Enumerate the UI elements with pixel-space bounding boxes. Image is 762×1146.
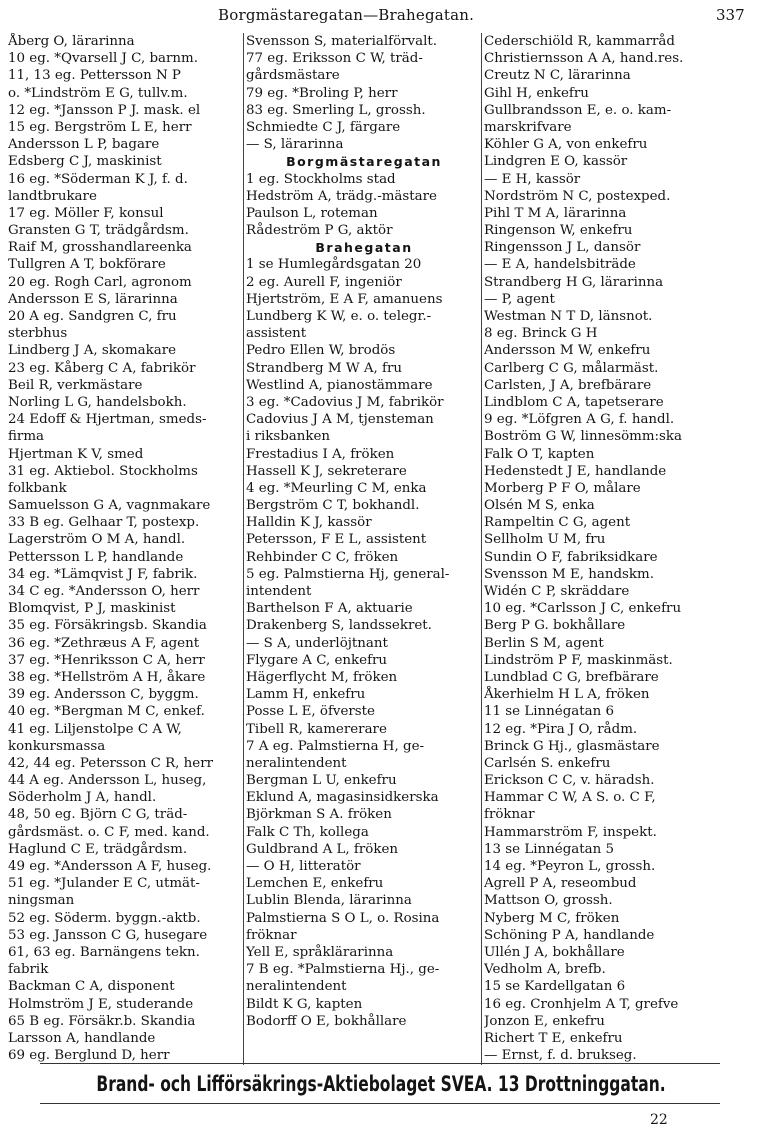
directory-entry: Bergström C T, bokhandl.	[246, 498, 420, 514]
page-header	[0, 6, 762, 30]
directory-entry: Falk C Th, kollega	[246, 824, 369, 840]
directory-entry: Schmiedte C J, färgare	[246, 119, 401, 135]
directory-entry: Widén C P, skräddare	[484, 584, 630, 599]
directory-entry: Åkerhielm H L A, fröken	[484, 687, 650, 703]
directory-entry: Hjertström, E A F, amanuens	[246, 291, 443, 307]
directory-entry: 15 se Kardellgatan 6	[484, 979, 626, 995]
directory-entry: Eklund A, magasinsidkerska	[246, 790, 439, 806]
directory-entry: 3 eg. *Cadovius J M, fabrikör	[246, 394, 444, 410]
directory-entry: Hedenstedt J E, handlande	[484, 463, 667, 479]
directory-entry: Lundblad C G, brefbärare	[484, 669, 659, 685]
directory-entry: Barthelson F A, aktuarie	[246, 601, 413, 617]
directory-entry: landtbrukare	[8, 188, 97, 204]
directory-entry: Schöning P A, handlande	[484, 927, 655, 943]
directory-entry: 34 eg. *Lämqvist J F, fabrik.	[8, 566, 198, 582]
directory-entry: Lagerström O M A, handl.	[8, 532, 186, 548]
directory-entry: Sundin O F, fabriksidkare	[484, 549, 658, 565]
directory-entry: Strandberg H G, lärarinna	[484, 274, 664, 290]
directory-entry: Lemchen E, enkefru	[246, 876, 384, 892]
directory-entry: Gullbrandsson E, e. o. kam-	[484, 102, 672, 118]
directory-entry: neralintendent	[246, 979, 347, 995]
directory-entry: 38 eg. *Hellström A H, åkare	[8, 669, 206, 685]
directory-entry: intendent	[246, 584, 312, 599]
directory-entry: Tullgren A T, bokförare	[8, 257, 166, 273]
directory-entry: Edsberg C J, maskinist	[8, 154, 162, 170]
directory-entry: marskrifvare	[484, 119, 572, 135]
directory-entry: Strandberg M W A, fru	[246, 360, 403, 376]
directory-entry: Olsén M S, enka	[484, 498, 595, 514]
directory-entry: 42, 44 eg. Petersson C R, herr	[8, 755, 214, 771]
directory-entry: 16 eg. *Söderman K J, f. d.	[8, 171, 188, 187]
directory-entry: 10 eg. *Carlsson J C, enkefru	[484, 601, 682, 617]
directory-entry: 69 eg. Berglund D, herr	[8, 1048, 170, 1064]
directory-entry: 35 eg. Försäkringsb. Skandia	[8, 618, 207, 634]
directory-entry: Flygare A C, enkefru	[246, 652, 388, 668]
directory-entry: — E A, handelsbiträde	[484, 257, 636, 273]
street-heading: Borgmästaregatan	[286, 154, 442, 170]
directory-entry: 31 eg. Aktiebol. Stockholms	[8, 463, 198, 479]
directory-entry: folkbank	[8, 480, 67, 496]
directory-entry: Lindblom C A, tapetserare	[484, 394, 664, 410]
directory-entry: Boström G W, linnesömm:ska	[484, 429, 683, 445]
directory-entry: Andersson L P, bagare	[8, 137, 160, 153]
directory-entry: sterbhus	[8, 326, 68, 342]
directory-entry: Lundberg K W, e. o. telegr.-	[246, 309, 432, 324]
directory-entry: 7 A eg. Palmstierna H, ge-	[246, 738, 425, 754]
directory-entry: Raif M, grosshandlareenka	[8, 240, 192, 256]
directory-entry: 9 eg. *Löfgren A G, f. handl.	[484, 412, 675, 428]
directory-entry: fröknar	[484, 807, 535, 823]
directory-entry: Lindström P F, maskinmäst.	[484, 652, 673, 668]
directory-entry: Petersson, F E L, assistent	[246, 532, 427, 548]
directory-entry: Andersson E S, lärarinna	[8, 291, 178, 307]
directory-entry: Westlind A, pianostämmare	[246, 377, 433, 393]
page-number: 337	[716, 6, 745, 24]
directory-entry: 13 se Linnégatan 5	[484, 841, 615, 857]
directory-entry: Carlsén S. enkefru	[484, 755, 611, 771]
directory-entry: 15 eg. Bergström L E, herr	[8, 119, 192, 135]
directory-entry: — S, lärarinna	[246, 137, 344, 153]
directory-entry: 23 eg. Kåberg C A, fabrikör	[8, 360, 196, 376]
directory-entry: Hjertman K V, smed	[8, 446, 144, 462]
directory-entry: konkursmassa	[8, 738, 106, 754]
directory-entry: 51 eg. *Julander E C, utmät-	[8, 876, 200, 892]
directory-entry: 5 eg. Palmstierna Hj, general-	[246, 566, 450, 582]
directory-entry: 12 eg. *Pira J O, rådm.	[484, 721, 638, 737]
directory-entry: Rådeström P G, aktör	[246, 223, 393, 239]
directory-entry: i riksbanken	[246, 429, 331, 445]
advertisement-banner: Brand- och Lifförsäkrings-Aktiebolaget SVEA. 13 Drottninggatan.	[96, 1072, 666, 1096]
directory-entry: Bergman L U, enkefru	[246, 773, 397, 789]
directory-entry: gårdsmästare	[246, 68, 340, 84]
directory-entry: Åberg O, lärarinna	[8, 34, 135, 49]
directory-entry: 40 eg. *Bergman M C, enkef.	[8, 704, 205, 720]
directory-entry: Jonzon E, enkefru	[484, 1013, 605, 1029]
directory-entry: 11 se Linnégatan 6	[484, 704, 615, 720]
directory-entry: Vedholm A, brefb.	[484, 962, 606, 978]
directory-entry: Frestadius I A, fröken	[246, 446, 395, 462]
directory-entry: Richert T E, enkefru	[484, 1030, 623, 1046]
directory-entry: Brinck G Hj., glasmästare	[484, 738, 660, 754]
directory-entry: Drakenberg S, landssekret.	[246, 618, 432, 634]
directory-entry: Samuelsson G A, vagnmakare	[8, 498, 211, 514]
directory-entry: Halldin K J, kassör	[246, 515, 372, 531]
directory-entry: Svensson M E, handskm.	[484, 566, 654, 582]
directory-entry: Berg P G. bokhållare	[484, 618, 626, 634]
directory-entry: neralintendent	[246, 755, 347, 771]
directory-entry: Westman N T D, länsnot.	[484, 309, 653, 324]
directory-entry: 1 eg. Stockholms stad	[246, 171, 396, 187]
directory-entry: Norling L G, handelsbokh.	[8, 394, 187, 410]
directory-entry: 44 A eg. Andersson L, huseg,	[8, 773, 207, 789]
directory-entry: Björkman S A. fröken	[246, 807, 392, 823]
directory-entry: gårdsmäst. o. C F, med. kand.	[8, 824, 210, 840]
directory-entry: 37 eg. *Henriksson C A, herr	[8, 652, 205, 668]
directory-entry: Berlin S M, agent	[484, 635, 604, 651]
directory-entry: 8 eg. Brinck G H	[484, 326, 598, 342]
directory-entry: 14 eg. *Peyron L, grossh.	[484, 859, 656, 874]
directory-entry: Paulson L, roteman	[246, 205, 378, 221]
directory-entry: 33 B eg. Gelhaar T, postexp.	[8, 515, 200, 531]
directory-entry: Haglund C E, trädgårdsm.	[8, 841, 188, 857]
directory-entry: Ullén J A, bokhållare	[484, 944, 625, 960]
directory-entry: Cederschiöld R, kammarråd	[484, 34, 675, 49]
directory-entry: Hassell K J, sekreterare	[246, 463, 407, 479]
directory-entry: 16 eg. Cronhjelm A T, grefve	[484, 996, 679, 1012]
directory-entry: 11, 13 eg. Pettersson N P	[8, 68, 181, 84]
directory-entry: Beil R, verkmästare	[8, 377, 143, 393]
directory-entry: Hammar C W, A S. o. C F,	[484, 790, 656, 806]
directory-entry: Carlberg C G, målarmäst.	[484, 360, 659, 376]
directory-entry: fabrik	[8, 962, 49, 978]
directory-entry: Hammarström F, inspekt.	[484, 824, 657, 840]
directory-entry: 1 se Humlegårdsgatan 20	[246, 257, 422, 273]
directory-entry: Hägerflycht M, fröken	[246, 669, 398, 685]
directory-entry: Pedro Ellen W, brodös	[246, 343, 396, 359]
directory-entry: Söderholm J A, handl.	[8, 790, 157, 806]
directory-entry: 20 A eg. Sandgren C, fru	[8, 309, 177, 324]
directory-entry: 83 eg. Smerling L, grossh.	[246, 102, 426, 118]
directory-entry: Ringensson J L, dansör	[484, 240, 641, 256]
directory-entry: Sellholm U M, fru	[484, 532, 606, 548]
directory-entry: 17 eg. Möller F, konsul	[8, 205, 164, 221]
signature-mark: 22	[650, 1112, 668, 1128]
running-title: Borgmästaregatan—Brahegatan.	[218, 6, 475, 24]
directory-entry: 52 eg. Söderm. byggn.-aktb.	[8, 910, 201, 926]
directory-entry: 34 C eg. *Andersson O, herr	[8, 584, 200, 599]
directory-entry: Lamm H, enkefru	[246, 687, 366, 703]
directory-entry: Holmström J E, studerande	[8, 996, 194, 1012]
directory-entry: Pettersson L P, handlande	[8, 549, 184, 565]
directory-entry: Gransten G T, trädgårdsm.	[8, 223, 189, 239]
directory-entry: fröknar	[246, 927, 297, 943]
directory-entry: 4 eg. *Meurling C M, enka	[246, 480, 427, 496]
directory-entry: Nyberg M C, fröken	[484, 910, 620, 926]
directory-entry: firma	[8, 429, 45, 445]
directory-entry: Svensson S, materialförvalt.	[246, 34, 438, 49]
directory-entry: Yell E, språklärarinna	[246, 944, 394, 960]
directory-entry: Bodorff O E, bokhållare	[246, 1013, 407, 1029]
directory-entry: ningsman	[8, 893, 75, 909]
directory-entry: Lublin Blenda, lärarinna	[246, 893, 412, 909]
directory-entry: 20 eg. Rogh Carl, agronom	[8, 274, 192, 290]
directory-entry: Falk O T, kapten	[484, 446, 595, 462]
directory-entry: 49 eg. *Andersson A F, huseg.	[8, 859, 212, 874]
street-heading: Brahegatan	[315, 240, 413, 256]
directory-entry: assistent	[246, 326, 307, 342]
directory-entry: Backman C A, disponent	[8, 979, 175, 995]
directory-entry: — E H, kassör	[484, 171, 581, 187]
directory-entry: Palmstierna S O L, o. Rosina	[246, 910, 440, 926]
left-column	[8, 33, 244, 1064]
right-column	[484, 33, 754, 1064]
footer-bottom-rule	[40, 1103, 720, 1104]
directory-entry: Rampeltin C G, agent	[484, 515, 631, 531]
directory-entry: Hedström A, trädg.-mästare	[246, 188, 437, 204]
directory-entry: 65 B eg. Försäkr.b. Skandia	[8, 1013, 196, 1029]
directory-entry: Gihl H, enkefru	[484, 85, 589, 101]
directory-entry: 61, 63 eg. Barnängens tekn.	[8, 944, 200, 960]
directory-entry: Erickson C C, v. häradsh.	[484, 773, 655, 789]
directory-entry: 39 eg. Andersson C, byggm.	[8, 687, 199, 703]
directory-entry: Pihl T M A, lärarinna	[484, 205, 627, 221]
directory-entry: 36 eg. *Zethræus A F, agent	[8, 635, 200, 651]
directory-entry: Carlsten, J A, brefbärare	[484, 377, 652, 393]
directory-entry: 53 eg. Jansson C G, husegare	[8, 927, 208, 943]
directory-entry: Blomqvist, P J, maskinist	[8, 601, 176, 617]
directory-entry: — P, agent	[484, 291, 555, 307]
directory-entry: 12 eg. *Jansson P J. mask. el	[8, 102, 201, 118]
directory-entry: Christiernsson A A, hand.res.	[484, 51, 684, 67]
directory-entry: 48, 50 eg. Björn C G, träd-	[8, 807, 188, 823]
directory-entry: Lindberg J A, skomakare	[8, 343, 177, 359]
directory-entry: Morberg P F O, målare	[484, 480, 641, 496]
directory-entry: — Ernst, f. d. brukseg.	[484, 1048, 637, 1064]
directory-entry: 79 eg. *Broling P, herr	[246, 85, 398, 101]
directory-entry: Nordström N C, postexped.	[484, 188, 671, 204]
footer-top-rule	[40, 1063, 720, 1064]
directory-entry: Köhler G A, von enkefru	[484, 137, 648, 153]
directory-entry: Bildt K G, kapten	[246, 996, 363, 1012]
directory-entry: Andersson M W, enkefru	[484, 343, 651, 359]
directory-entry: Lindgren E O, kassör	[484, 154, 628, 170]
directory-entry: — O H, litteratör	[246, 859, 361, 874]
middle-column	[246, 33, 482, 1030]
directory-entry: Larsson A, handlande	[8, 1030, 156, 1046]
directory-entry: Cadovius J A M, tjensteman	[246, 412, 434, 428]
directory-entry: 24 Edoff & Hjertman, smeds-	[8, 412, 207, 428]
directory-entry: 2 eg. Aurell F, ingeniör	[246, 274, 402, 290]
directory-entry: Guldbrand A L, fröken	[246, 841, 398, 857]
directory-entry: 7 B eg. *Palmstierna Hj., ge-	[246, 962, 440, 978]
directory-entry: Agrell P A, reseombud	[484, 876, 637, 892]
directory-entry: Ringenson W, enkefru	[484, 223, 633, 239]
directory-entry: 41 eg. Liljenstolpe C A W,	[8, 721, 182, 737]
directory-entry: o. *Lindström E G, tullv.m.	[8, 85, 188, 101]
directory-entry: Rehbinder C C, fröken	[246, 549, 399, 565]
directory-entry: Creutz N C, lärarinna	[484, 68, 631, 84]
directory-entry: 77 eg. Eriksson C W, träd-	[246, 51, 423, 67]
directory-entry: Mattson O, grossh.	[484, 893, 613, 909]
directory-entry: 10 eg. *Qvarsell J C, barnm.	[8, 51, 198, 67]
directory-entry: Posse L E, öfverste	[246, 704, 375, 720]
directory-entry: Tibell R, kamererare	[246, 721, 387, 737]
directory-entry: — S A, underlöjtnant	[246, 635, 388, 651]
